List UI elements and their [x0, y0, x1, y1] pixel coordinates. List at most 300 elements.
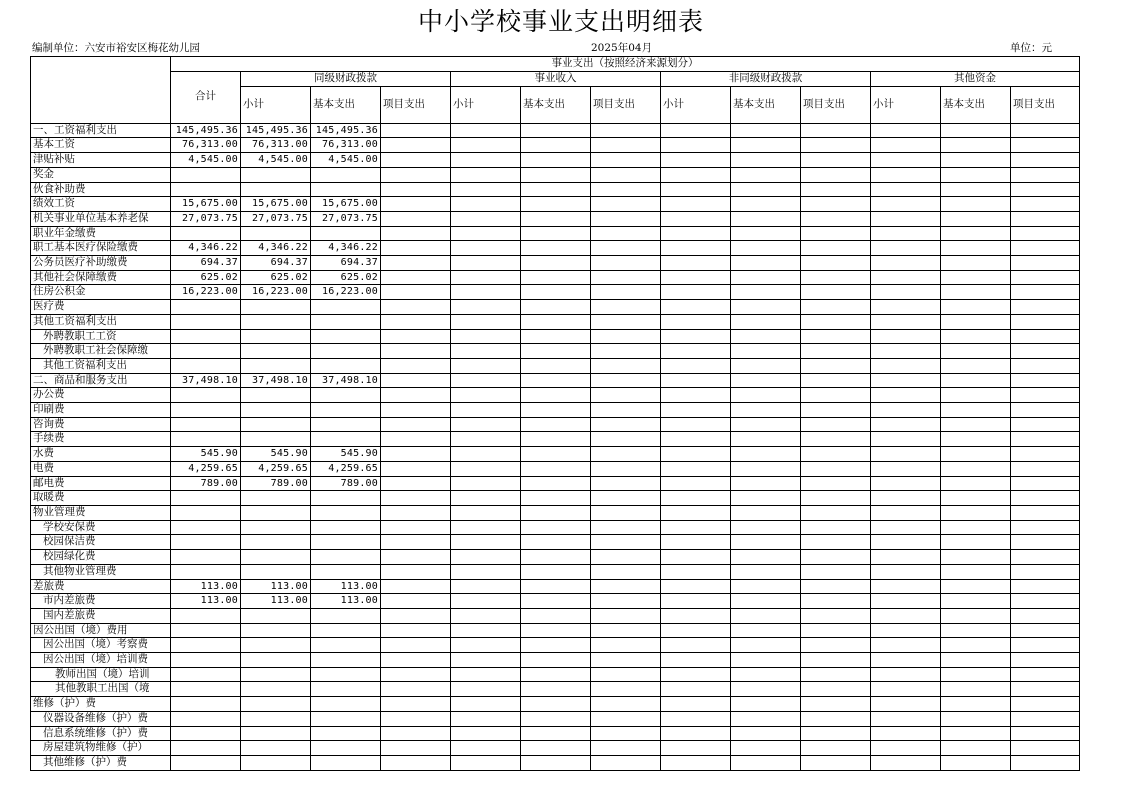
row-label: 外聘教职工工资: [31, 329, 171, 344]
table-cell: [451, 256, 521, 271]
table-cell: [591, 608, 661, 623]
cell-same-level-subtotal: [241, 314, 311, 329]
table-cell: [871, 461, 941, 476]
header-project-expense: 项目支出: [591, 86, 661, 123]
cell-same-level-subtotal: [241, 711, 311, 726]
header-subtotal: 小计: [451, 86, 521, 123]
cell-same-level-subtotal: [241, 667, 311, 682]
table-cell: [591, 388, 661, 403]
cell-total: 37,498.10: [171, 373, 241, 388]
table-row: [31, 138, 1080, 153]
table-cell: [871, 682, 941, 697]
cell-same-level-basic: 625.02: [311, 270, 381, 285]
table-row: [31, 344, 1080, 359]
table-cell: [801, 726, 871, 741]
table-cell: [451, 520, 521, 535]
table-cell: [871, 741, 941, 756]
table-cell: [521, 550, 591, 565]
header-basic-expense: 基本支出: [731, 86, 801, 123]
table-cell: [381, 447, 451, 462]
table-cell: [1011, 741, 1080, 756]
table-cell: [521, 300, 591, 315]
table-body: [31, 123, 1080, 770]
table-row: [31, 226, 1080, 241]
table-cell: [871, 638, 941, 653]
cell-same-level-basic: 145,495.36: [311, 123, 381, 138]
cell-same-level-basic: [311, 167, 381, 182]
table-cell: [521, 226, 591, 241]
header-basic-expense: 基本支出: [521, 86, 591, 123]
table-cell: [941, 550, 1011, 565]
table-cell: [661, 638, 731, 653]
table-cell: [941, 594, 1011, 609]
table-row: [31, 755, 1080, 770]
table-cell: [451, 697, 521, 712]
table-cell: [801, 741, 871, 756]
header-group-other-funds: 其他资金: [871, 71, 1080, 86]
table-cell: [1011, 608, 1080, 623]
table-cell: [941, 491, 1011, 506]
table-cell: [731, 711, 801, 726]
table-cell: [731, 182, 801, 197]
table-row: [31, 329, 1080, 344]
table-cell: [381, 623, 451, 638]
table-cell: [591, 520, 661, 535]
row-label: 因公出国（境）费用: [31, 623, 171, 638]
table-cell: [521, 388, 591, 403]
table-cell: [871, 623, 941, 638]
table-cell: [661, 329, 731, 344]
header-project-expense: 项目支出: [381, 86, 451, 123]
table-cell: [591, 741, 661, 756]
table-cell: [591, 329, 661, 344]
table-cell: [871, 403, 941, 418]
cell-same-level-subtotal: [241, 726, 311, 741]
table-row: [31, 491, 1080, 506]
cell-same-level-subtotal: [241, 697, 311, 712]
cell-total: [171, 741, 241, 756]
cell-same-level-basic: 16,223.00: [311, 285, 381, 300]
table-cell: [941, 447, 1011, 462]
table-cell: [381, 329, 451, 344]
cell-same-level-subtotal: [241, 550, 311, 565]
row-label: 其他工资福利支出: [31, 314, 171, 329]
cell-same-level-subtotal: [241, 564, 311, 579]
header-project-expense: 项目支出: [801, 86, 871, 123]
table-cell: [1011, 358, 1080, 373]
table-cell: [941, 520, 1011, 535]
table-cell: [381, 270, 451, 285]
table-cell: [1011, 697, 1080, 712]
table-cell: [801, 697, 871, 712]
table-cell: [661, 300, 731, 315]
cell-same-level-subtotal: 625.02: [241, 270, 311, 285]
table-cell: [661, 432, 731, 447]
table-cell: [731, 300, 801, 315]
table-cell: [871, 476, 941, 491]
table-cell: [591, 564, 661, 579]
table-cell: [731, 403, 801, 418]
table-cell: [801, 653, 871, 668]
table-cell: [731, 755, 801, 770]
table-cell: [661, 491, 731, 506]
cell-same-level-subtotal: [241, 403, 311, 418]
cell-total: 16,223.00: [171, 285, 241, 300]
cell-same-level-basic: 15,675.00: [311, 197, 381, 212]
cell-total: 625.02: [171, 270, 241, 285]
table-cell: [941, 388, 1011, 403]
table-cell: [731, 432, 801, 447]
table-cell: [801, 491, 871, 506]
table-cell: [801, 550, 871, 565]
table-cell: [661, 535, 731, 550]
table-cell: [451, 726, 521, 741]
header-project-expense: 项目支出: [1011, 86, 1080, 123]
row-label: 伙食补助费: [31, 182, 171, 197]
table-cell: [381, 182, 451, 197]
table-row: [31, 300, 1080, 315]
table-cell: [731, 579, 801, 594]
row-label: 水费: [31, 447, 171, 462]
cell-same-level-basic: [311, 344, 381, 359]
table-cell: [381, 741, 451, 756]
table-cell: [731, 226, 801, 241]
table-cell: [801, 153, 871, 168]
table-cell: [521, 167, 591, 182]
table-cell: [871, 726, 941, 741]
table-cell: [661, 256, 731, 271]
header-subtotal: 小计: [871, 86, 941, 123]
table-cell: [661, 726, 731, 741]
table-cell: [591, 344, 661, 359]
cell-same-level-basic: 27,073.75: [311, 211, 381, 226]
table-cell: [1011, 182, 1080, 197]
table-cell: [451, 314, 521, 329]
table-cell: [731, 594, 801, 609]
table-cell: [801, 182, 871, 197]
table-cell: [661, 711, 731, 726]
cell-total: 113.00: [171, 579, 241, 594]
table-cell: [731, 211, 801, 226]
table-cell: [451, 682, 521, 697]
table-cell: [1011, 197, 1080, 212]
cell-total: 145,495.36: [171, 123, 241, 138]
row-label: 国内差旅费: [31, 608, 171, 623]
table-cell: [731, 608, 801, 623]
row-label: 物业管理费: [31, 505, 171, 520]
table-cell: [381, 594, 451, 609]
table-cell: [451, 505, 521, 520]
table-cell: [871, 285, 941, 300]
table-cell: [591, 300, 661, 315]
cell-same-level-basic: [311, 300, 381, 315]
table-cell: [871, 314, 941, 329]
table-cell: [451, 755, 521, 770]
cell-same-level-basic: [311, 491, 381, 506]
table-cell: [731, 285, 801, 300]
table-cell: [871, 270, 941, 285]
cell-same-level-basic: 789.00: [311, 476, 381, 491]
table-cell: [451, 711, 521, 726]
table-cell: [591, 697, 661, 712]
row-label: 因公出国（境）考察费: [31, 638, 171, 653]
table-cell: [941, 653, 1011, 668]
table-cell: [871, 505, 941, 520]
table-cell: [591, 314, 661, 329]
table-cell: [591, 653, 661, 668]
cell-same-level-basic: [311, 432, 381, 447]
table-cell: [661, 564, 731, 579]
table-cell: [661, 476, 731, 491]
table-cell: [521, 197, 591, 212]
table-cell: [941, 123, 1011, 138]
cell-same-level-basic: [311, 358, 381, 373]
cell-same-level-subtotal: [241, 344, 311, 359]
table-cell: [661, 579, 731, 594]
table-row: [31, 167, 1080, 182]
table-cell: [801, 226, 871, 241]
cell-same-level-basic: [311, 564, 381, 579]
table-cell: [661, 697, 731, 712]
table-cell: [451, 226, 521, 241]
table-cell: [1011, 447, 1080, 462]
cell-same-level-basic: [311, 638, 381, 653]
row-label: 职工基本医疗保险缴费: [31, 241, 171, 256]
report-period: 2025年04月: [591, 42, 653, 54]
cell-same-level-basic: [311, 403, 381, 418]
table-cell: [451, 594, 521, 609]
table-cell: [1011, 711, 1080, 726]
header-corner-cell: [31, 57, 171, 124]
table-cell: [521, 358, 591, 373]
table-cell: [801, 329, 871, 344]
table-cell: [381, 123, 451, 138]
table-cell: [941, 564, 1011, 579]
expenditure-table: [30, 56, 1080, 771]
table-cell: [521, 461, 591, 476]
row-label: 住房公积金: [31, 285, 171, 300]
table-cell: [1011, 461, 1080, 476]
table-cell: [521, 417, 591, 432]
table-cell: [451, 417, 521, 432]
cell-same-level-basic: 4,346.22: [311, 241, 381, 256]
table-cell: [801, 564, 871, 579]
table-cell: [451, 300, 521, 315]
table-cell: [591, 256, 661, 271]
table-cell: [661, 167, 731, 182]
table-cell: [661, 358, 731, 373]
cell-same-level-subtotal: 113.00: [241, 579, 311, 594]
table-cell: [661, 505, 731, 520]
table-cell: [941, 432, 1011, 447]
table-cell: [801, 373, 871, 388]
table-row: [31, 520, 1080, 535]
table-cell: [661, 373, 731, 388]
table-cell: [871, 432, 941, 447]
table-cell: [591, 285, 661, 300]
table-row: [31, 697, 1080, 712]
table-cell: [941, 638, 1011, 653]
table-cell: [801, 447, 871, 462]
table-row: [31, 741, 1080, 756]
table-cell: [731, 241, 801, 256]
table-cell: [801, 505, 871, 520]
table-cell: [451, 608, 521, 623]
cell-same-level-basic: [311, 417, 381, 432]
table-cell: [941, 667, 1011, 682]
table-cell: [1011, 432, 1080, 447]
cell-total: 76,313.00: [171, 138, 241, 153]
table-row: [31, 447, 1080, 462]
table-cell: [1011, 138, 1080, 153]
table-cell: [521, 579, 591, 594]
row-label: 其他教职工出国（境: [31, 682, 171, 697]
table-cell: [591, 241, 661, 256]
cell-same-level-basic: [311, 182, 381, 197]
table-cell: [801, 300, 871, 315]
table-cell: [1011, 520, 1080, 535]
table-cell: [451, 241, 521, 256]
table-cell: [661, 182, 731, 197]
table-cell: [1011, 167, 1080, 182]
table-row: [31, 726, 1080, 741]
table-cell: [801, 167, 871, 182]
row-label: 信息系统维修（护）费: [31, 726, 171, 741]
row-label: 机关事业单位基本养老保: [31, 211, 171, 226]
table-cell: [871, 564, 941, 579]
table-cell: [451, 447, 521, 462]
table-cell: [661, 594, 731, 609]
table-cell: [731, 461, 801, 476]
table-cell: [451, 167, 521, 182]
table-cell: [801, 197, 871, 212]
table-cell: [521, 123, 591, 138]
table-cell: [591, 153, 661, 168]
table-cell: [451, 491, 521, 506]
table-cell: [451, 270, 521, 285]
table-cell: [591, 505, 661, 520]
cell-total: 694.37: [171, 256, 241, 271]
table-cell: [381, 682, 451, 697]
table-cell: [591, 417, 661, 432]
table-cell: [661, 138, 731, 153]
table-cell: [451, 153, 521, 168]
table-cell: [801, 623, 871, 638]
table-cell: [871, 417, 941, 432]
table-cell: [871, 667, 941, 682]
table-cell: [941, 461, 1011, 476]
table-cell: [731, 505, 801, 520]
table-row: [31, 314, 1080, 329]
cell-total: [171, 755, 241, 770]
row-label: 其他工资福利支出: [31, 358, 171, 373]
cell-same-level-basic: [311, 755, 381, 770]
cell-same-level-subtotal: 37,498.10: [241, 373, 311, 388]
table-cell: [381, 476, 451, 491]
table-cell: [521, 520, 591, 535]
table-cell: [591, 403, 661, 418]
table-cell: [661, 608, 731, 623]
table-cell: [521, 564, 591, 579]
table-cell: [521, 608, 591, 623]
table-cell: [381, 344, 451, 359]
table-row: [31, 638, 1080, 653]
cell-same-level-subtotal: [241, 638, 311, 653]
row-label: 办公费: [31, 388, 171, 403]
table-cell: [661, 461, 731, 476]
cell-total: [171, 314, 241, 329]
table-cell: [451, 638, 521, 653]
table-cell: [591, 447, 661, 462]
table-cell: [1011, 314, 1080, 329]
table-cell: [451, 579, 521, 594]
table-cell: [591, 197, 661, 212]
header-basic-expense: 基本支出: [941, 86, 1011, 123]
table-cell: [1011, 403, 1080, 418]
cell-total: 113.00: [171, 594, 241, 609]
row-label: 学校安保费: [31, 520, 171, 535]
table-cell: [1011, 755, 1080, 770]
table-cell: [871, 241, 941, 256]
table-cell: [451, 373, 521, 388]
table-cell: [941, 241, 1011, 256]
cell-same-level-subtotal: 4,346.22: [241, 241, 311, 256]
cell-total: 4,545.00: [171, 153, 241, 168]
cell-same-level-basic: [311, 550, 381, 565]
table-cell: [661, 123, 731, 138]
cell-total: [171, 300, 241, 315]
table-cell: [661, 447, 731, 462]
table-cell: [591, 667, 661, 682]
table-cell: [1011, 241, 1080, 256]
cell-same-level-basic: [311, 697, 381, 712]
cell-same-level-subtotal: 4,259.65: [241, 461, 311, 476]
row-label: 差旅费: [31, 579, 171, 594]
header-subtotal: 小计: [241, 86, 311, 123]
table-cell: [731, 417, 801, 432]
row-label: 邮电费: [31, 476, 171, 491]
table-cell: [661, 314, 731, 329]
table-cell: [451, 476, 521, 491]
table-cell: [1011, 594, 1080, 609]
cell-same-level-basic: 694.37: [311, 256, 381, 271]
table-cell: [941, 373, 1011, 388]
row-label: 一、工资福利支出: [31, 123, 171, 138]
table-cell: [521, 329, 591, 344]
table-cell: [801, 755, 871, 770]
table-cell: [381, 300, 451, 315]
table-row: [31, 403, 1080, 418]
table-cell: [871, 491, 941, 506]
table-cell: [521, 182, 591, 197]
table-cell: [381, 417, 451, 432]
cell-same-level-subtotal: [241, 505, 311, 520]
table-row: [31, 153, 1080, 168]
cell-total: [171, 638, 241, 653]
table-cell: [381, 726, 451, 741]
table-cell: [941, 608, 1011, 623]
cell-total: 789.00: [171, 476, 241, 491]
table-cell: [801, 403, 871, 418]
table-row: [31, 285, 1080, 300]
reporting-unit: 编制单位：六安市裕安区梅花幼儿园: [32, 42, 200, 54]
cell-total: [171, 505, 241, 520]
table-row: [31, 594, 1080, 609]
table-row: [31, 667, 1080, 682]
table-cell: [521, 667, 591, 682]
cell-total: [171, 550, 241, 565]
table-cell: [1011, 564, 1080, 579]
